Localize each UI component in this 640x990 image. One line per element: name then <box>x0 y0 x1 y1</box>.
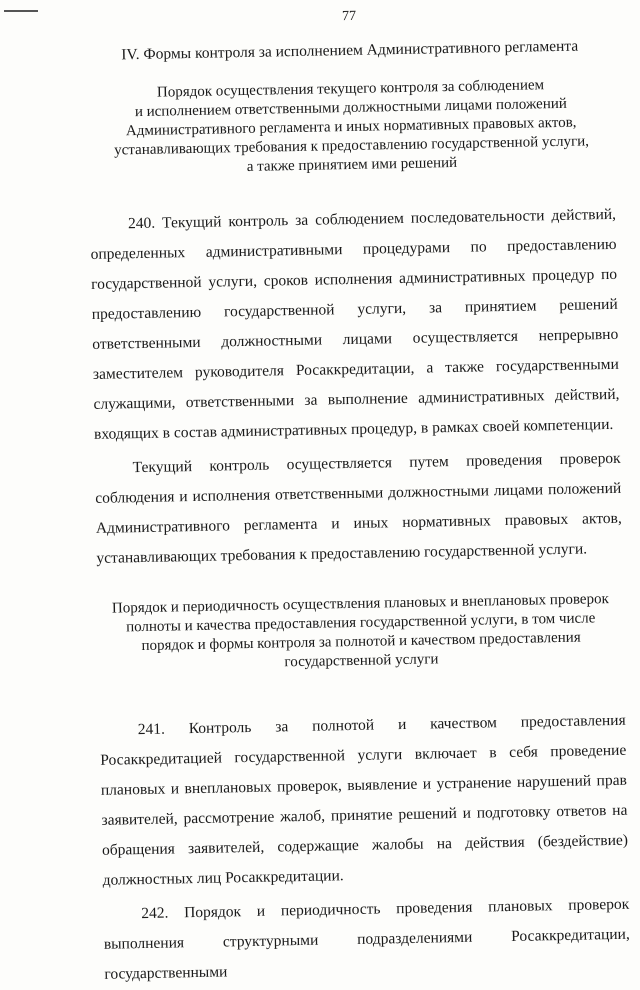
scan-edge-mark <box>4 10 38 12</box>
subheading-line: Административного регламента и иных нормативных правовых актов, <box>125 114 577 140</box>
page-content <box>86 4 631 990</box>
paragraph-242: 242. Порядок и периодичность проведения плановых проверок выполнения структурными подразделениями Росаккредитации, государственными <box>103 895 630 983</box>
subheading-line: Порядок и периодичность осуществления плановых и внеплановых проверок <box>111 591 609 617</box>
paragraph-241: 241. Контроль за полнотой и качеством предоставления Росаккредитацией государственной услуги включает в себя проведение плановых и внеплановых проверок, выявление и устранение нарушений прав заявителей, рассмотрение жалоб, принятие решений и подготовку ответов на обращения заявителей, содержащие жалобы на действия (бездействие) должностных лиц Росаккредитации. <box>100 711 629 889</box>
subheading-line: порядок и формы контроля за полнотой и качеством предоставления <box>141 629 581 655</box>
subheading-line: и исполнением ответственными должностными лицами положений <box>134 95 567 121</box>
subheading-inspections <box>97 590 624 676</box>
paragraph-240-continued: Текущий контроль осуществляется путем проведения проверок соблюдения и исполнения ответственными должностными лицами положений Административного регламента и иных нормативных правовых актов, устанавливающих требования к предоставлению государственной услуги. <box>95 449 622 567</box>
paragraph-240: 240. Текущий контроль за соблюдением последовательности действий, определенных административными процедурами по предоставлению государственной услуги, сроков исполнения административных процедур по предоставлению государственной услуги, за принятием решений ответственными должностными лицами осуществляется непрерывно заместителем руководителя Росаккредитации, а также государственными служащими, ответственными за выполнение административных действий, входящих в состав административных процедур, в рамках своей компетенции. <box>90 205 620 443</box>
subheading-line: полноты и качества предоставления государственной услуги, в том числе <box>125 610 596 636</box>
subheading-line: Порядок осуществления текущего контроля за соблюдением <box>156 77 545 101</box>
subheading-line: государственной услуги <box>284 651 439 671</box>
subheading-line: а также принятием ими решений <box>246 154 458 175</box>
section-title: IV. Формы контроля за исполнением Административного регламента <box>121 37 579 64</box>
subheading-line: устанавливающих требования к предоставлению государственной услуги, <box>114 133 590 159</box>
subheading-current-control <box>87 75 615 180</box>
page-number: 77 <box>341 8 357 25</box>
